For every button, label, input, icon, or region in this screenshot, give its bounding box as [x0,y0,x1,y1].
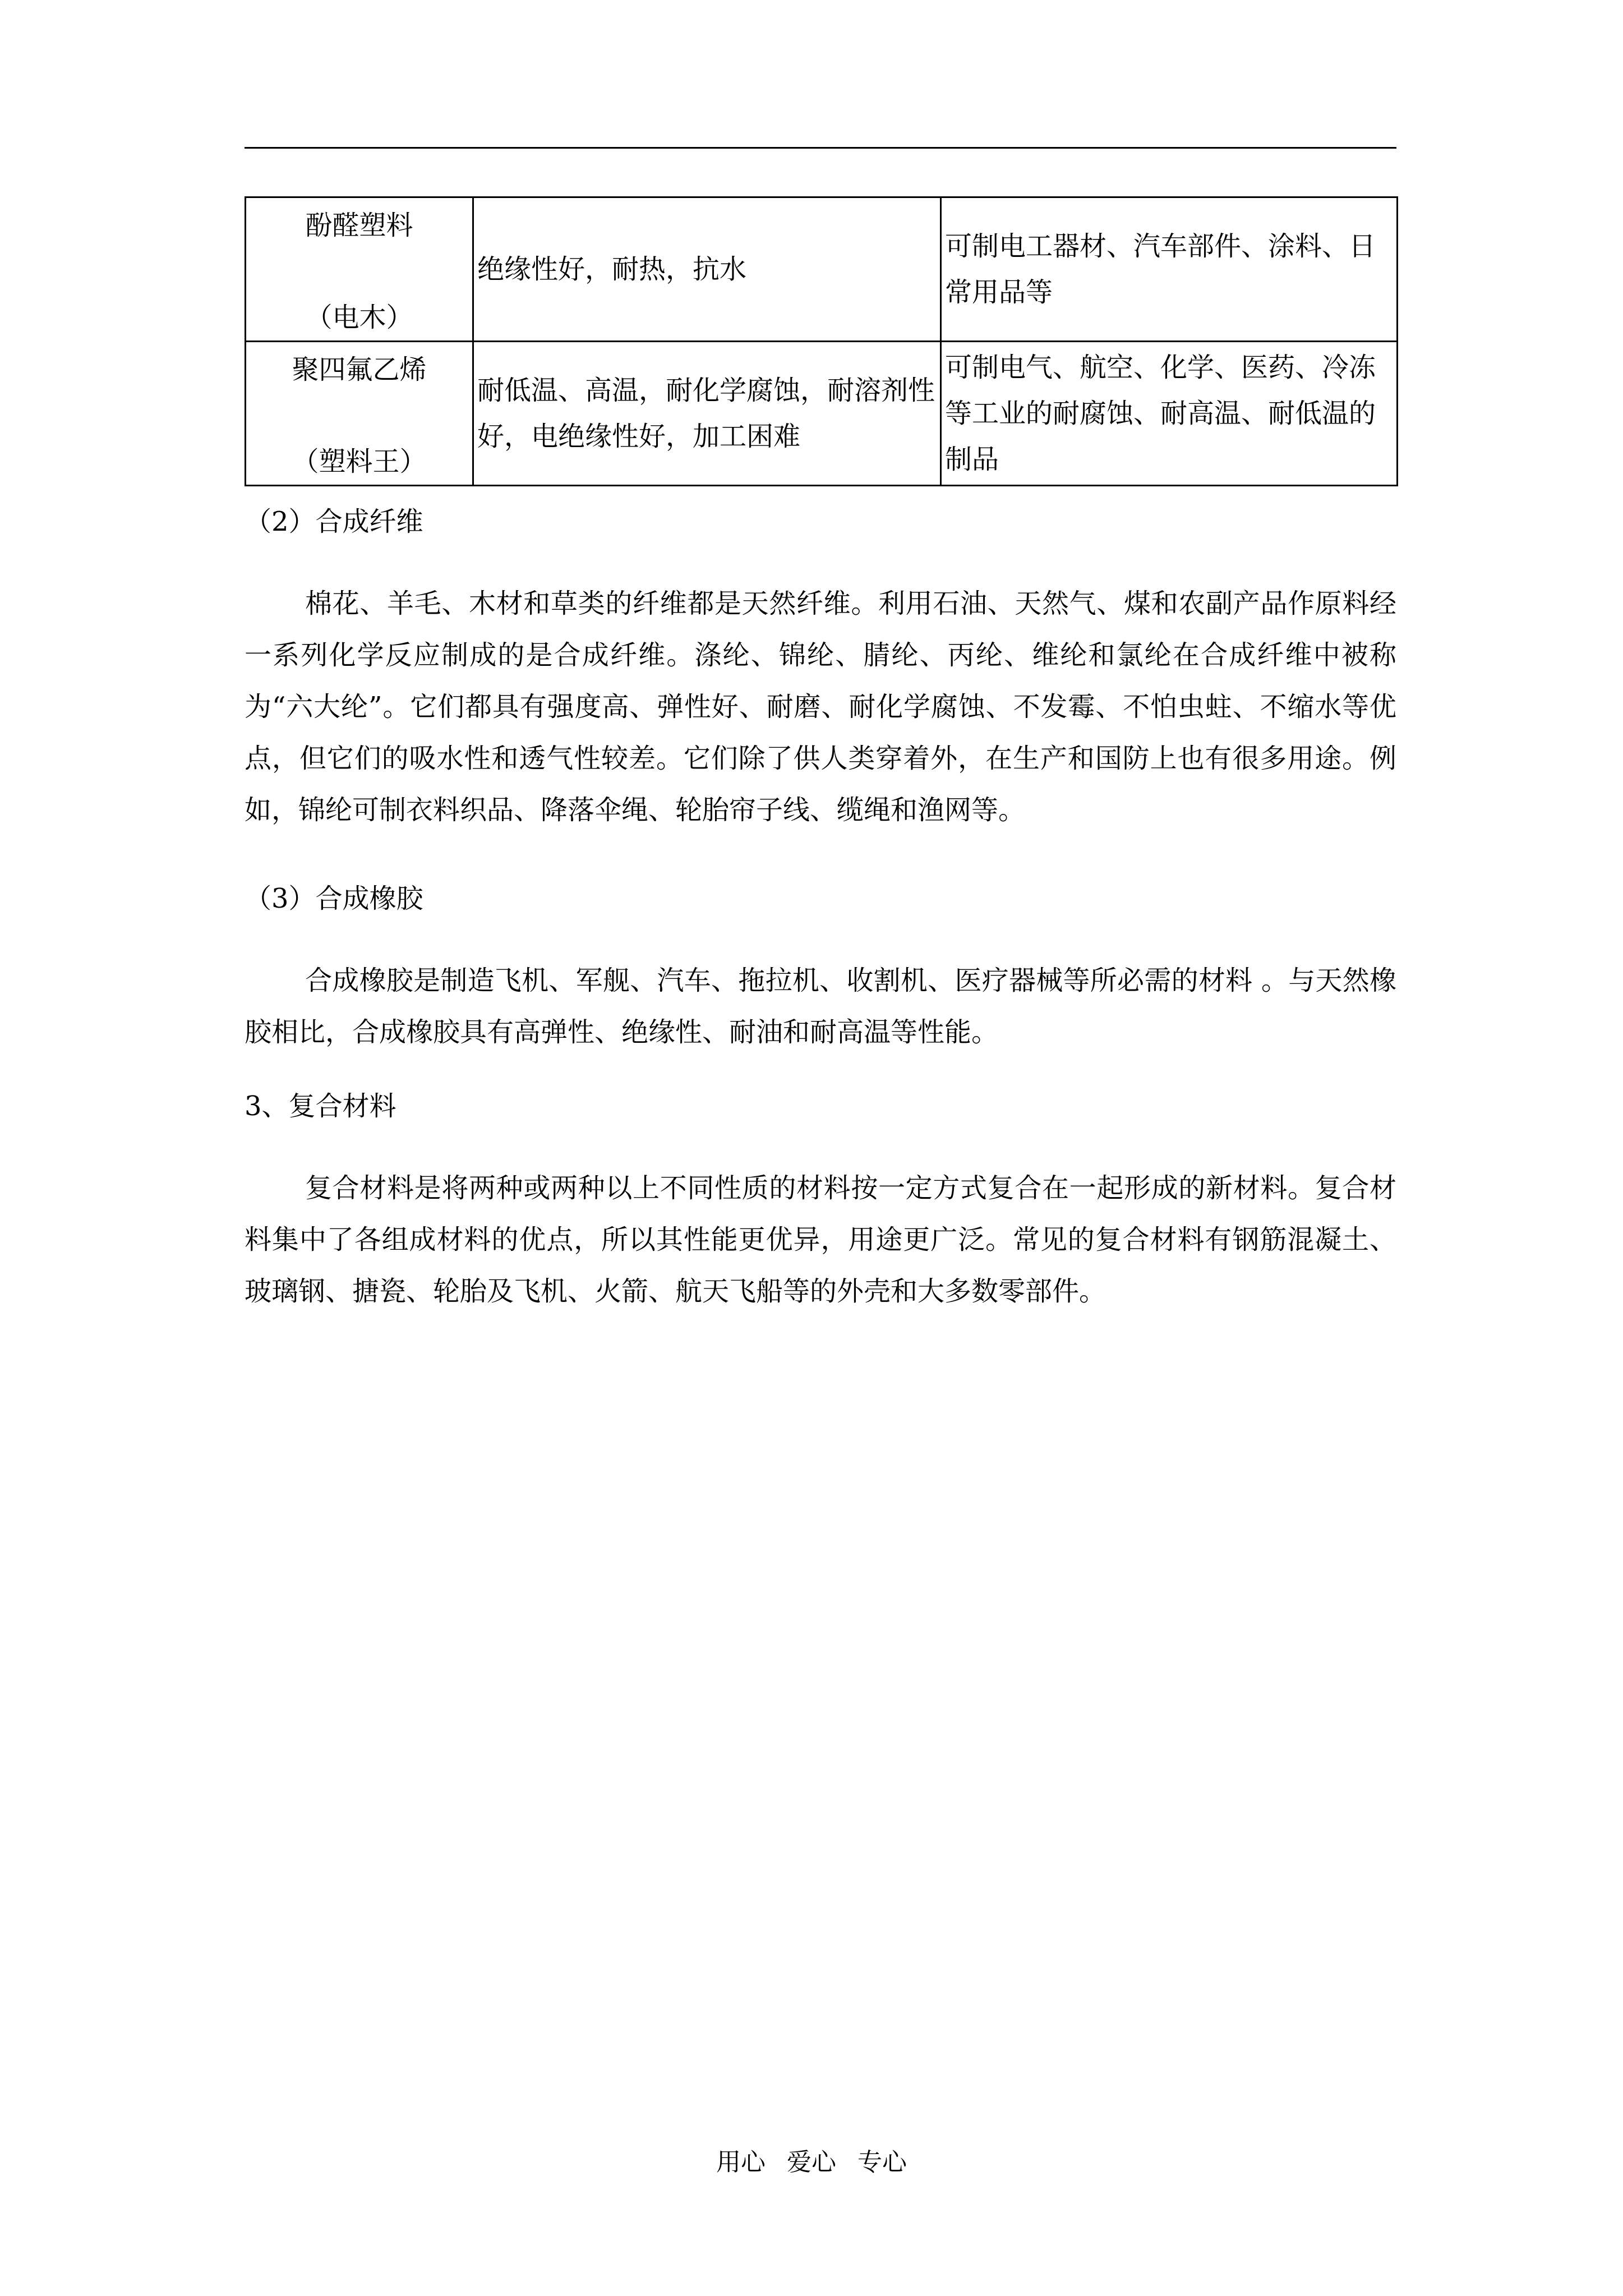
material-uses: 可制电气、航空、化学、医药、冷冻等工业的耐腐蚀、耐高温、耐低温的制品 [941,342,1398,486]
material-alias: （塑料王） [292,446,427,477]
material-name-cell [246,342,473,486]
fiber-paragraph: 棉花、羊毛、木材和草类的纤维都是天然纤维。利用石油、天然气、煤和农副产品作原料经一系列化学反应制成的是合成纤维。涤纶、锦纶、腈纶、丙纶、维纶和氯纶在合成纤维中被称为“六大纶”。它们都具有强度高、弹性好、耐磨、耐化学腐蚀、不发霉、不怕虫蛀、不缩水等优点，但它们的吸水性和透气性较差。它们除了供人类穿着外，在生产和国防上也有很多用途。例如，锦纶可制衣料织品、降落伞绳、轮胎帘子线、缆绳和渔网等。 [245,588,1396,826]
material-properties: 绝缘性好，耐热，抗水 [473,197,941,342]
material-uses: 可制电工器材、汽车部件、涂料、日常用品等 [941,197,1398,342]
material-properties: 耐低温、高温，耐化学腐蚀，耐溶剂性好，电绝缘性好，加工困难 [473,342,941,486]
material-alias: （电木） [305,302,413,333]
rubber-heading: （3）合成橡胶 [245,883,423,914]
page-footer: 用心 爱心 专心 [716,2148,907,2177]
fiber-heading: （2）合成纤维 [245,506,423,537]
material-name: 酚醛塑料 [305,210,413,241]
table-row [246,342,1398,486]
material-name: 聚四氟乙烯 [292,354,427,385]
table-row [246,197,1398,342]
material-name-cell [246,197,473,342]
rubber-paragraph: 合成橡胶是制造飞机、军舰、汽车、拖拉机、收割机、医疗器械等所必需的材料 。与天然橡胶相比，合成橡胶具有高弹性、绝缘性、耐油和耐高温等性能。 [245,965,1396,1048]
plastics-table [245,196,1398,486]
composite-heading: 3、复合材料 [245,1091,396,1122]
composite-paragraph: 复合材料是将两种或两种以上不同性质的材料按一定方式复合在一起形成的新材料。复合材料集中了各组成材料的优点，所以其性能更优异，用途更广泛。常见的复合材料有钢筋混凝土、玻璃钢、搪瓷、轮胎及飞机、火箭、航天飞船等的外壳和大多数零部件。 [245,1172,1396,1307]
header-rule [245,147,1396,149]
